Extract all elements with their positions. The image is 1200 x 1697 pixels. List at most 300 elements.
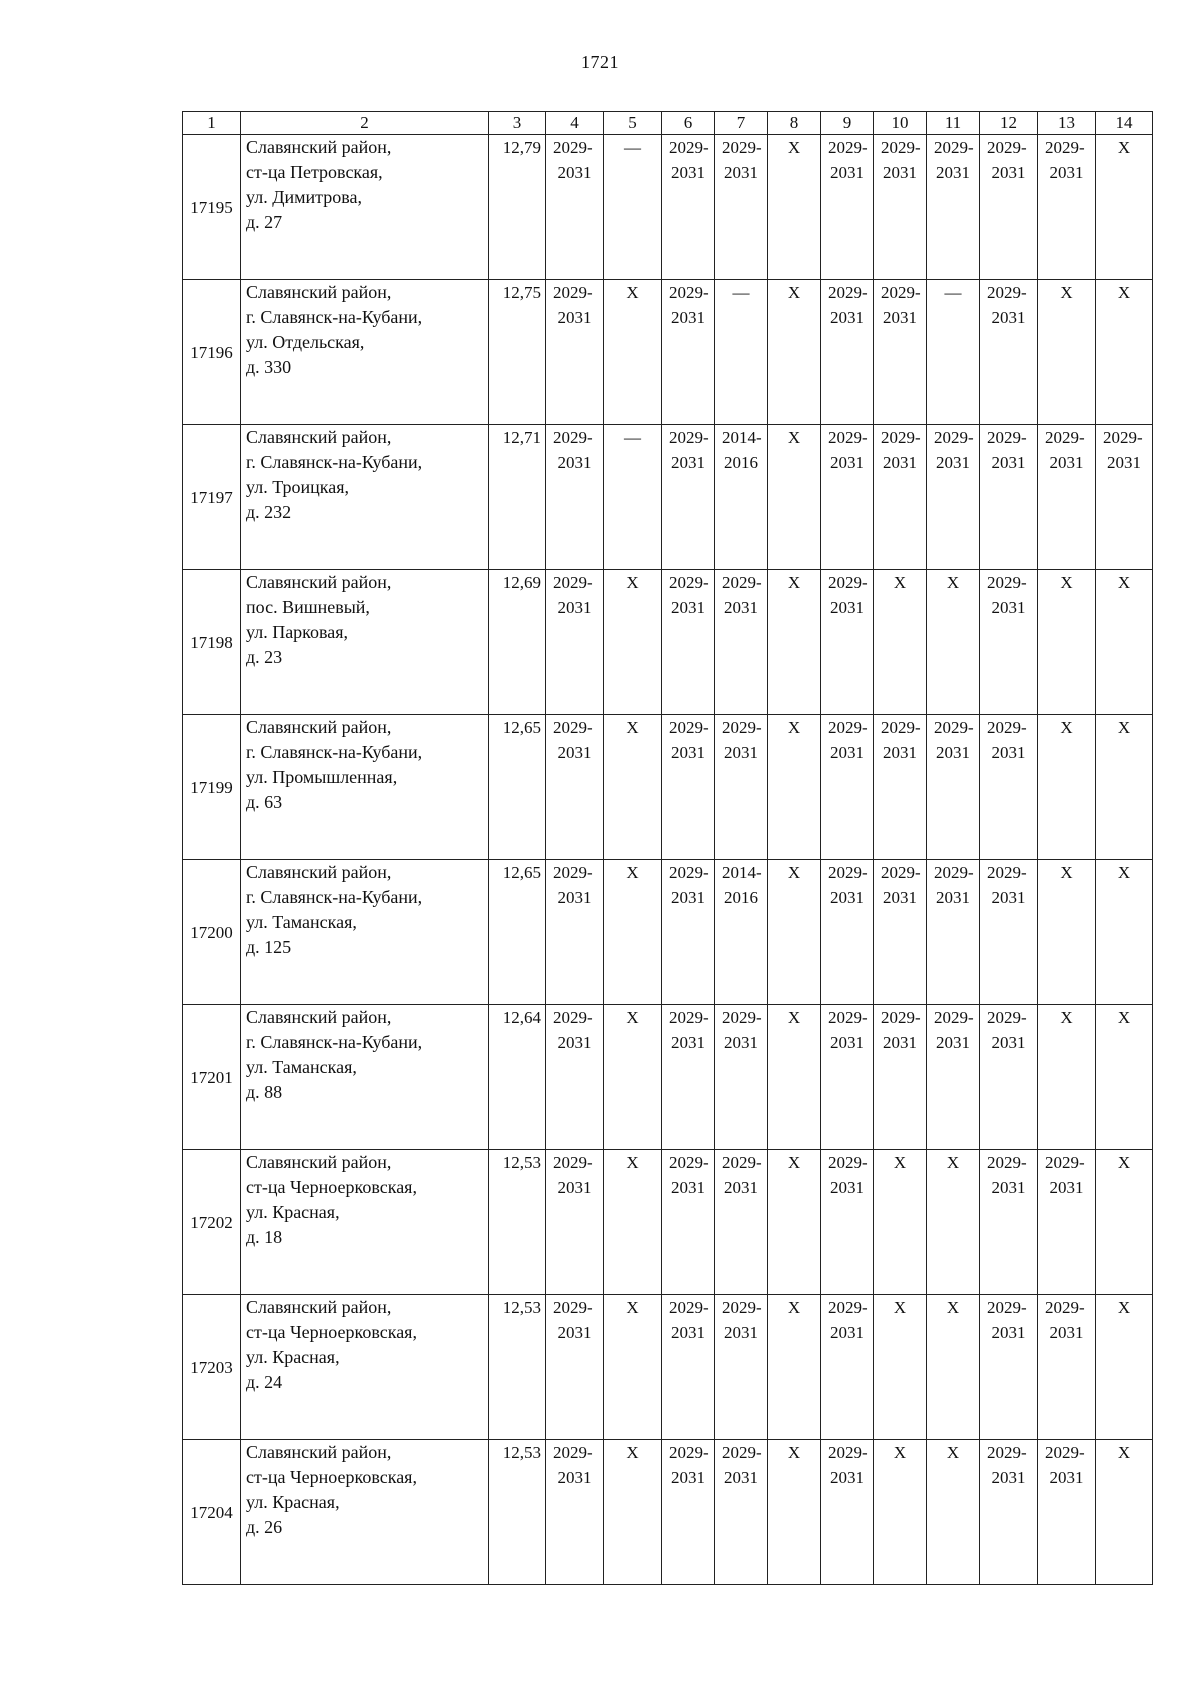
period-cell [662,425,715,570]
period-start: 2029- [669,1153,709,1172]
period-cell: X [768,860,821,1005]
address-cell [241,860,489,1005]
row-number: 17195 [183,135,241,280]
address-line: ул. Димитрова, [246,187,362,207]
row-number: 17200 [183,860,241,1005]
period-cell [715,1440,768,1585]
period-end: 2031 [991,1323,1026,1342]
address-line: Славянский район, [246,427,392,447]
address-line: д. 18 [246,1227,283,1247]
address-line: ул. Отдельская, [246,332,365,352]
period-end: 2031 [991,1033,1026,1052]
period-start: 2029- [1045,138,1085,157]
address-line: д. 63 [246,792,283,812]
address-line: ул. Промышленная, [246,767,398,787]
period-cell [546,715,604,860]
period-cell [821,280,874,425]
period-start: 2029- [553,718,593,737]
period-start: 2029- [722,1298,762,1317]
period-end: 2031 [724,1033,758,1052]
period-start: 2029- [881,1008,921,1027]
area-cell: 12,71 [489,425,546,570]
period-start: 2029- [669,718,709,737]
address-line: Славянский район, [246,282,392,302]
address-line: г. Славянск-на-Кубани, [246,742,423,762]
area-cell: 12,79 [489,135,546,280]
period-start: 2029- [722,1153,762,1172]
period-start: 2029- [828,138,868,157]
period-cell: X [768,1005,821,1150]
period-end: 2031 [1049,163,1084,182]
address-cell [241,135,489,280]
page-number: 1721 [581,52,619,72]
period-cell: X [768,715,821,860]
period-end: 2031 [671,1178,705,1197]
period-start: 2029- [669,573,709,592]
table-row [183,715,1153,860]
period-start: 2029- [987,428,1027,447]
period-cell [821,135,874,280]
period-end: 2031 [557,1468,592,1487]
address-cell [241,1440,489,1585]
period-end: 2031 [1049,1468,1084,1487]
address-line: ст-ца Черноерковская, [246,1467,417,1487]
period-cell [821,1295,874,1440]
period-cell [662,1005,715,1150]
period-end: 2031 [830,163,864,182]
area-cell: 12,69 [489,570,546,715]
header-row [183,112,1153,135]
period-cell [821,425,874,570]
period-cell: X [1096,1440,1153,1585]
period-start: 2014- [722,428,762,447]
period-cell [715,860,768,1005]
period-cell: X [1038,1005,1096,1150]
period-cell [874,1005,927,1150]
period-start: 2029- [553,863,593,882]
period-cell: X [768,135,821,280]
period-cell: X [927,570,980,715]
period-start: 2029- [881,428,921,447]
address-line: д. 88 [246,1082,283,1102]
column-header: 8 [768,112,821,135]
period-cell [874,715,927,860]
period-start: 2029- [669,1443,709,1462]
period-end: 2016 [724,453,758,472]
address-line: Славянский район, [246,137,392,157]
period-end: 2031 [724,1468,758,1487]
address-line: пос. Вишневый, [246,597,370,617]
period-cell [662,715,715,860]
period-start: 2029- [722,138,762,157]
address-line: д. 330 [246,357,292,377]
period-cell [715,425,768,570]
column-header: 13 [1038,112,1096,135]
period-start: 2029- [669,283,709,302]
period-cell: X [768,425,821,570]
period-start: 2029- [828,573,868,592]
period-end: 2031 [883,1033,917,1052]
period-cell [546,1440,604,1585]
period-cell [980,1005,1038,1150]
address-cell [241,715,489,860]
period-end: 2031 [883,888,917,907]
area-cell: 12,75 [489,280,546,425]
period-cell: X [604,860,662,1005]
table-row [183,860,1153,1005]
period-end: 2031 [830,1323,864,1342]
period-cell [980,860,1038,1005]
period-end: 2031 [671,163,705,182]
period-end: 2031 [724,1323,758,1342]
table-row [183,1150,1153,1295]
period-cell: — [927,280,980,425]
period-end: 2031 [830,1178,864,1197]
period-cell [874,860,927,1005]
period-start: 2029- [669,863,709,882]
period-cell: X [874,1150,927,1295]
period-cell: X [1096,715,1153,860]
period-end: 2031 [671,743,705,762]
period-cell [662,1440,715,1585]
period-start: 2029- [828,1008,868,1027]
row-number: 17198 [183,570,241,715]
period-cell [874,280,927,425]
period-end: 2031 [671,598,705,617]
period-end: 2031 [1049,1323,1084,1342]
period-start: 2029- [987,1298,1027,1317]
area-cell: 12,65 [489,715,546,860]
period-cell [1038,135,1096,280]
column-header: 3 [489,112,546,135]
address-cell [241,1150,489,1295]
period-end: 2031 [557,1033,592,1052]
period-start: 2029- [1045,428,1085,447]
period-cell [546,135,604,280]
address-line: ул. Троицкая, [246,477,350,497]
address-cell [241,280,489,425]
address-line: Славянский район, [246,572,392,592]
column-header: 12 [980,112,1038,135]
period-cell [980,135,1038,280]
address-line: ул. Таманская, [246,912,357,932]
period-end: 2031 [557,1323,592,1342]
period-end: 2031 [1107,453,1141,472]
area-cell: 12,53 [489,1295,546,1440]
period-end: 2016 [724,888,758,907]
period-cell [980,715,1038,860]
period-start: 2029- [828,718,868,737]
period-cell: X [768,280,821,425]
period-end: 2031 [991,453,1026,472]
address-line: ул. Таманская, [246,1057,357,1077]
table-row [183,425,1153,570]
period-cell [821,1150,874,1295]
period-end: 2031 [671,1468,705,1487]
period-cell [715,1150,768,1295]
period-cell: X [1096,135,1153,280]
period-cell: X [604,1150,662,1295]
period-start: 2029- [669,1298,709,1317]
period-end: 2031 [936,743,970,762]
period-cell: — [604,135,662,280]
period-cell: X [1096,280,1153,425]
period-start: 2029- [934,1008,974,1027]
period-cell [927,425,980,570]
period-cell [546,1150,604,1295]
address-line: г. Славянск-на-Кубани, [246,452,423,472]
period-start: 2029- [828,428,868,447]
address-line: ст-ца Черноерковская, [246,1322,417,1342]
column-header: 10 [874,112,927,135]
area-cell: 12,53 [489,1150,546,1295]
period-cell: — [715,280,768,425]
period-start: 2029- [881,283,921,302]
period-cell: X [874,1295,927,1440]
period-cell [546,280,604,425]
period-start: 2029- [987,138,1027,157]
period-start: 2029- [881,718,921,737]
address-cell [241,1005,489,1150]
period-cell [662,1150,715,1295]
table-row [183,280,1153,425]
table-row [183,570,1153,715]
period-end: 2031 [991,888,1026,907]
period-cell [980,570,1038,715]
period-start: 2029- [553,138,593,157]
period-cell: X [927,1440,980,1585]
address-line: г. Славянск-на-Кубани, [246,1032,423,1052]
period-start: 2029- [987,283,1027,302]
row-number: 17197 [183,425,241,570]
period-start: 2029- [553,1298,593,1317]
period-start: 2029- [987,573,1027,592]
table-row [183,1295,1153,1440]
address-line: д. 125 [246,937,292,957]
period-cell [1096,425,1153,570]
address-line: Славянский район, [246,717,392,737]
period-cell [546,860,604,1005]
period-cell: X [1096,570,1153,715]
period-cell: X [1038,280,1096,425]
address-line: Славянский район, [246,1007,392,1027]
period-end: 2031 [1049,1178,1084,1197]
period-cell [821,860,874,1005]
period-cell: X [604,1295,662,1440]
period-end: 2031 [724,1178,758,1197]
period-start: 2029- [828,283,868,302]
column-header: 5 [604,112,662,135]
period-end: 2031 [671,888,705,907]
address-line: д. 27 [246,212,283,232]
period-cell [662,135,715,280]
period-start: 2029- [722,573,762,592]
period-end: 2031 [936,453,970,472]
period-start: 2029- [669,1008,709,1027]
row-number: 17201 [183,1005,241,1150]
period-cell: X [768,1295,821,1440]
period-start: 2029- [828,1153,868,1172]
period-start: 2029- [987,863,1027,882]
address-line: ул. Красная, [246,1202,340,1222]
address-line: д. 23 [246,647,283,667]
period-cell [662,1295,715,1440]
period-end: 2031 [991,163,1026,182]
period-cell: X [1038,860,1096,1005]
address-line: д. 232 [246,502,292,522]
period-start: 2029- [934,718,974,737]
period-start: 2029- [669,428,709,447]
period-cell [715,1295,768,1440]
period-start: 2029- [828,863,868,882]
period-end: 2031 [991,308,1026,327]
period-start: 2029- [1103,428,1143,447]
period-start: 2029- [1045,1298,1085,1317]
row-number: 17203 [183,1295,241,1440]
period-start: 2029- [828,1443,868,1462]
period-start: 2029- [722,1008,762,1027]
period-end: 2031 [671,308,705,327]
period-end: 2031 [724,743,758,762]
period-cell: X [1038,715,1096,860]
period-cell [980,1440,1038,1585]
period-end: 2031 [557,743,592,762]
period-cell [821,570,874,715]
table-row [183,1005,1153,1150]
period-end: 2031 [724,163,758,182]
period-cell [662,860,715,1005]
period-end: 2031 [991,1178,1026,1197]
column-header: 6 [662,112,715,135]
period-end: 2031 [557,1178,592,1197]
period-end: 2031 [883,163,917,182]
table-row [183,135,1153,280]
period-cell [927,135,980,280]
period-end: 2031 [991,598,1026,617]
period-cell [662,280,715,425]
period-cell [874,135,927,280]
period-end: 2031 [557,888,592,907]
period-end: 2031 [671,1033,705,1052]
period-start: 2029- [553,1008,593,1027]
period-cell: X [874,1440,927,1585]
period-cell: X [768,1150,821,1295]
table-row [183,1440,1153,1585]
period-cell [715,1005,768,1150]
period-cell [980,425,1038,570]
period-end: 2031 [671,453,705,472]
address-cell [241,425,489,570]
period-cell: X [927,1150,980,1295]
address-line: ул. Красная, [246,1347,340,1367]
period-start: 2029- [987,718,1027,737]
period-cell: X [604,715,662,860]
period-start: 2029- [722,718,762,737]
row-number: 17202 [183,1150,241,1295]
period-cell [546,1005,604,1150]
column-header: 1 [183,112,241,135]
period-cell [1038,425,1096,570]
period-cell [874,425,927,570]
period-cell [821,1005,874,1150]
period-start: 2029- [722,1443,762,1462]
period-end: 2031 [557,163,592,182]
address-line: Славянский район, [246,1152,392,1172]
column-header: 9 [821,112,874,135]
period-cell [715,570,768,715]
address-line: г. Славянск-на-Кубани, [246,307,423,327]
address-line: ул. Парковая, [246,622,349,642]
area-cell: 12,64 [489,1005,546,1150]
period-start: 2029- [934,863,974,882]
period-start: 2029- [881,138,921,157]
period-cell: X [768,570,821,715]
period-cell [1038,1440,1096,1585]
period-end: 2031 [991,1468,1026,1487]
period-cell [1038,1295,1096,1440]
address-line: ст-ца Черноерковская, [246,1177,417,1197]
period-cell [546,425,604,570]
period-cell: X [1038,570,1096,715]
period-end: 2031 [1049,453,1084,472]
address-line: Славянский район, [246,862,392,882]
period-cell [662,570,715,715]
address-line: г. Славянск-на-Кубани, [246,887,423,907]
address-line: д. 24 [246,1372,283,1392]
period-cell: X [604,1005,662,1150]
period-start: 2029- [553,1443,593,1462]
period-end: 2031 [724,598,758,617]
column-header: 2 [241,112,489,135]
period-end: 2031 [557,598,592,617]
period-cell [980,280,1038,425]
period-end: 2031 [557,308,592,327]
period-cell [821,1440,874,1585]
period-end: 2031 [936,888,970,907]
period-end: 2031 [830,308,864,327]
period-end: 2031 [936,163,970,182]
period-cell [927,860,980,1005]
address-line: Славянский район, [246,1297,392,1317]
period-start: 2029- [934,428,974,447]
address-line: д. 26 [246,1517,283,1537]
period-cell: X [604,280,662,425]
period-cell: X [874,570,927,715]
column-header: 4 [546,112,604,135]
period-cell: X [1096,1005,1153,1150]
period-cell: X [927,1295,980,1440]
period-start: 2014- [722,863,762,882]
period-end: 2031 [830,1468,864,1487]
period-cell [927,1005,980,1150]
period-cell: X [1096,1295,1153,1440]
period-end: 2031 [991,743,1026,762]
period-end: 2031 [883,453,917,472]
column-header: 11 [927,112,980,135]
address-cell [241,1295,489,1440]
period-end: 2031 [883,308,917,327]
period-start: 2029- [1045,1153,1085,1172]
period-start: 2029- [828,1298,868,1317]
period-start: 2029- [987,1008,1027,1027]
period-cell: X [604,570,662,715]
address-cell [241,570,489,715]
data-table [182,111,1153,1585]
period-end: 2031 [830,1033,864,1052]
period-start: 2029- [987,1153,1027,1172]
period-end: 2031 [830,743,864,762]
period-start: 2029- [987,1443,1027,1462]
